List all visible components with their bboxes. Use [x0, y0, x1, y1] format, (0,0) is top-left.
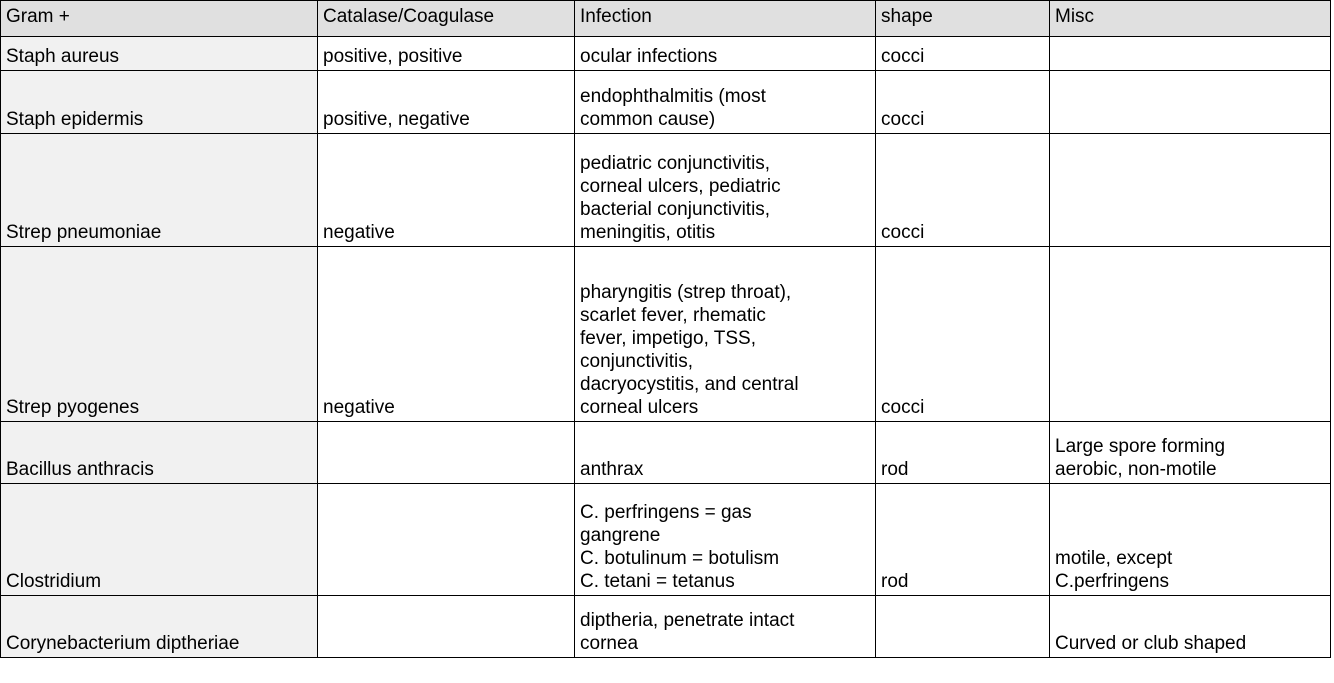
cell-catalase[interactable]: negative: [318, 247, 575, 422]
header-cell-gram[interactable]: Gram +: [1, 1, 318, 37]
cell-catalase[interactable]: positive, positive: [318, 37, 575, 71]
table-row: [1, 422, 1331, 484]
cell-shape[interactable]: cocci: [876, 134, 1050, 247]
cell-shape[interactable]: rod: [876, 484, 1050, 596]
header-cell-misc[interactable]: Misc: [1050, 1, 1331, 37]
header-cell-catalase[interactable]: Catalase/Coagulase: [318, 1, 575, 37]
table-row: [1, 134, 1331, 247]
cell-name[interactable]: Clostridium: [1, 484, 318, 596]
cell-name[interactable]: Strep pneumoniae: [1, 134, 318, 247]
cell-infection[interactable]: anthrax: [575, 422, 876, 484]
cell-catalase[interactable]: positive, negative: [318, 71, 575, 134]
cell-misc[interactable]: Large spore forming aerobic, non-motile: [1050, 422, 1331, 484]
cell-name[interactable]: Strep pyogenes: [1, 247, 318, 422]
header-row: [1, 1, 1331, 37]
table-row: [1, 247, 1331, 422]
table-row: [1, 37, 1331, 71]
cell-infection[interactable]: ocular infections: [575, 37, 876, 71]
cell-shape[interactable]: cocci: [876, 71, 1050, 134]
cell-catalase[interactable]: [318, 422, 575, 484]
cell-misc[interactable]: [1050, 71, 1331, 134]
cell-catalase[interactable]: negative: [318, 134, 575, 247]
table-row: [1, 71, 1331, 134]
cell-shape[interactable]: rod: [876, 422, 1050, 484]
cell-catalase[interactable]: [318, 484, 575, 596]
table-row: [1, 484, 1331, 596]
cell-name[interactable]: Staph epidermis: [1, 71, 318, 134]
cell-infection[interactable]: endophthalmitis (most common cause): [575, 71, 876, 134]
header-cell-shape[interactable]: shape: [876, 1, 1050, 37]
cell-infection[interactable]: diptheria, penetrate intact cornea: [575, 596, 876, 658]
cell-name[interactable]: Bacillus anthracis: [1, 422, 318, 484]
cell-shape[interactable]: cocci: [876, 247, 1050, 422]
cell-misc[interactable]: [1050, 247, 1331, 422]
cell-misc[interactable]: motile, except C.perfringens: [1050, 484, 1331, 596]
cell-misc[interactable]: [1050, 37, 1331, 71]
cell-name[interactable]: Staph aureus: [1, 37, 318, 71]
cell-misc[interactable]: [1050, 134, 1331, 247]
cell-misc[interactable]: Curved or club shaped: [1050, 596, 1331, 658]
table-row: [1, 596, 1331, 658]
cell-infection[interactable]: pediatric conjunctivitis, corneal ulcers, pediatric bacterial conjunctivitis, meningitis, otitis: [575, 134, 876, 247]
cell-infection[interactable]: pharyngitis (strep throat), scarlet fever, rhematic fever, impetigo, TSS, conjunctivitis, dacryocystitis, and central corneal ulcers: [575, 247, 876, 422]
header-cell-infection[interactable]: Infection: [575, 1, 876, 37]
cell-name[interactable]: Corynebacterium diptheriae: [1, 596, 318, 658]
cell-infection[interactable]: C. perfringens = gas gangrene C. botulinum = botulism C. tetani = tetanus: [575, 484, 876, 596]
cell-shape[interactable]: cocci: [876, 37, 1050, 71]
cell-catalase[interactable]: [318, 596, 575, 658]
cell-shape[interactable]: [876, 596, 1050, 658]
